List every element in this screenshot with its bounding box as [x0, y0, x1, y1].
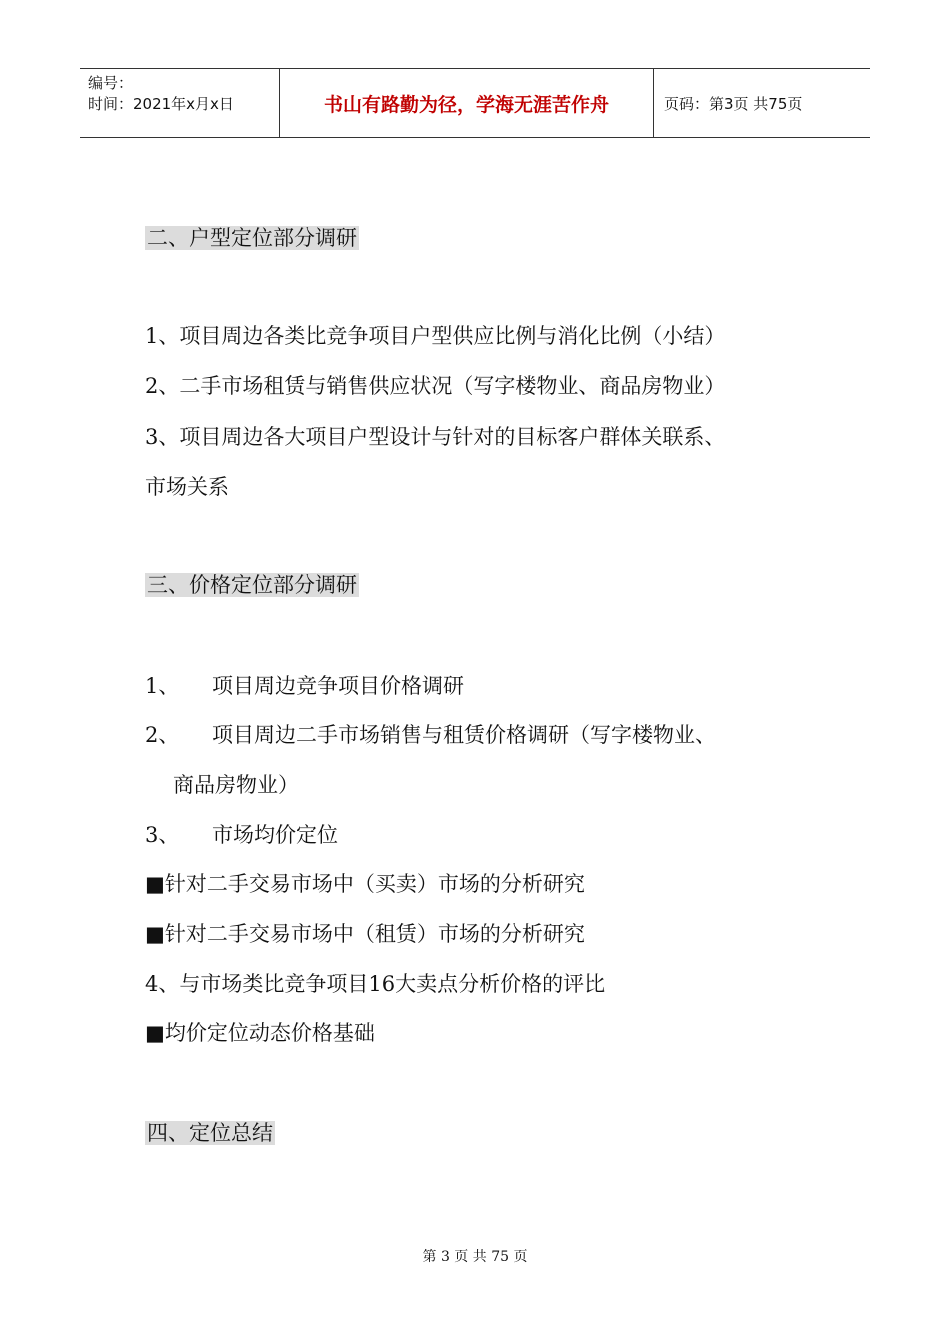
item-text: 项目周边竞争项目价格调研 — [212, 674, 464, 698]
header-motto: 书山有路勤为径，学海无涯苦作舟 — [280, 69, 654, 137]
bullet-item: ■针对二手交易市场中（租赁）市场的分析研究 — [145, 922, 585, 946]
section-heading: 二、户型定位部分调研 — [147, 226, 357, 250]
code-label: 编号： — [88, 74, 134, 92]
list-item: 4、与市场类比竞争项目16大卖点分析价格的评比 — [145, 972, 606, 996]
item-text: 市场均价定位 — [212, 823, 338, 847]
document-header — [80, 68, 870, 138]
list-item — [145, 670, 464, 700]
page-footer: 第 3 页 共 75 页 — [422, 1249, 528, 1265]
list-item: 2、二手市场租赁与销售供应状况（写字楼物业、商品房物业） — [145, 374, 726, 398]
bullet-item: ■均价定位动态价格基础 — [145, 1021, 375, 1045]
section-heading: 三、价格定位部分调研 — [147, 573, 357, 597]
list-item — [145, 719, 716, 749]
list-item: 市场关系 — [145, 475, 229, 499]
header-meta — [80, 69, 280, 137]
list-item — [145, 819, 338, 849]
list-item-continuation: 商品房物业） — [173, 773, 299, 797]
section-heading: 四、定位总结 — [147, 1121, 273, 1145]
bullet-item: ■针对二手交易市场中（买卖）市场的分析研究 — [145, 872, 585, 896]
item-number: 2、 — [145, 723, 180, 747]
list-item: 3、项目周边各大项目户型设计与针对的目标客户群体关联系、 — [145, 425, 726, 449]
item-number: 1、 — [145, 674, 180, 698]
list-item: 1、项目周边各类比竞争项目户型供应比例与消化比例（小结） — [145, 324, 726, 348]
header-page-info: 页码：第3页 共75页 — [664, 94, 803, 113]
time-label: 时间：2021年x月x日 — [88, 95, 234, 113]
item-number: 3、 — [145, 823, 180, 847]
item-text: 项目周边二手市场销售与租赁价格调研（写字楼物业、 — [212, 723, 716, 747]
